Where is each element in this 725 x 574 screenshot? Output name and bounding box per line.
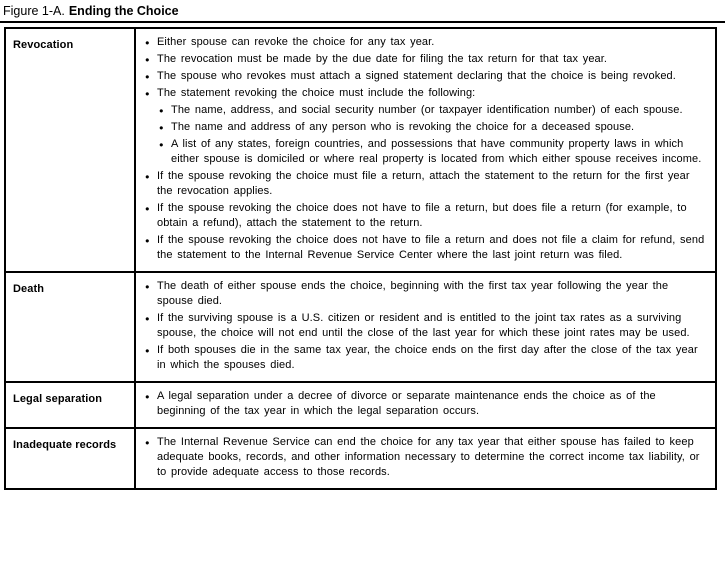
row-label: Legal separation xyxy=(6,383,136,427)
bullet-item-text: If both spouses die in the same tax year, the choice ends on the first day after the close of the tax year in which the spouses died. xyxy=(157,344,698,371)
bullet-icon: ● xyxy=(159,123,164,132)
bullet-list xyxy=(145,435,707,480)
bullet-item-text: If the spouse revoking the choice must file a return, attach the statement to the return for the first year the revocation applies. xyxy=(157,170,690,197)
sub-bullet-item-text: The name and address of any person who is revoking the choice for a deceased spouse. xyxy=(171,121,635,133)
bullet-item-text: If the spouse revoking the choice does not have to file a return, but does file a return (for example, to obtain a refund), attach the statement to the return. xyxy=(157,202,687,229)
bullet-icon: ● xyxy=(145,282,150,291)
bullet-item-entry xyxy=(145,69,707,84)
ending-the-choice-table xyxy=(4,27,717,490)
bullet-item xyxy=(145,52,707,67)
figure-name: Ending the Choice xyxy=(68,4,179,18)
table-row xyxy=(6,381,715,427)
sub-bullet-item-entry xyxy=(159,137,707,167)
bullet-item-entry xyxy=(145,343,707,373)
row-label: Revocation xyxy=(6,29,136,271)
bullet-icon: ● xyxy=(145,204,150,213)
bullet-icon: ● xyxy=(145,72,150,81)
bullet-item-entry xyxy=(145,52,707,67)
figure-label: Figure 1-A. xyxy=(3,4,65,18)
row-label: Inadequate records xyxy=(6,429,136,488)
bullet-item-entry xyxy=(145,389,707,419)
bullet-item xyxy=(145,86,707,167)
bullet-item xyxy=(145,343,707,373)
bullet-item-entry xyxy=(145,311,707,341)
bullet-item-text: A legal separation under a decree of divorce or separate maintenance ends the choice as of the beginning of the tax year in which the legal separation occurs. xyxy=(157,390,656,417)
bullet-item-text: The spouse who revokes must attach a signed statement declaring that the choice is being revoked. xyxy=(157,70,676,82)
sub-bullet-item-entry xyxy=(159,103,707,118)
bullet-item xyxy=(145,279,707,309)
bullet-icon: ● xyxy=(145,55,150,64)
bullet-list xyxy=(145,279,707,373)
row-content xyxy=(136,273,715,381)
bullet-item-text: The death of either spouse ends the choice, beginning with the first tax year following the year the spouse died. xyxy=(157,280,669,307)
bullet-item-entry xyxy=(145,35,707,50)
sub-bullet-item xyxy=(159,137,707,167)
bullet-icon: ● xyxy=(145,89,150,98)
table-row xyxy=(6,271,715,381)
title-rule xyxy=(0,21,725,23)
bullet-item-text: If the spouse revoking the choice does not have to file a return and does not file a claim for refund, send the statement to the Internal Revenue Service Center where the last joint return was filed. xyxy=(157,234,705,261)
bullet-icon: ● xyxy=(145,438,150,447)
sub-bullet-item-text: A list of any states, foreign countries, and possessions that have community property laws in which either spouse is domiciled or where real property is located from which either spouse receives income. xyxy=(171,138,702,165)
bullet-icon: ● xyxy=(145,172,150,181)
bullet-item xyxy=(145,435,707,480)
bullet-item xyxy=(145,389,707,419)
bullet-item-entry xyxy=(145,86,707,101)
bullet-item xyxy=(145,169,707,199)
bullet-icon: ● xyxy=(145,346,150,355)
bullet-item-text: Either spouse can revoke the choice for any tax year. xyxy=(157,36,435,48)
sub-bullet-item-text: The name, address, and social security number (or taxpayer identification number) of each spouse. xyxy=(171,104,683,116)
bullet-icon: ● xyxy=(159,106,164,115)
row-content xyxy=(136,429,715,488)
row-label: Death xyxy=(6,273,136,381)
bullet-item-entry xyxy=(145,169,707,199)
bullet-item-entry xyxy=(145,201,707,231)
row-content xyxy=(136,29,715,271)
figure-title xyxy=(0,0,725,18)
bullet-icon: ● xyxy=(145,38,150,47)
bullet-item xyxy=(145,311,707,341)
bullet-item xyxy=(145,69,707,84)
bullet-item-text: If the surviving spouse is a U.S. citizen or resident and is entitled to the joint tax rates as a surviving spouse, the choice will not end until the close of the last year for which these joint rates may be used. xyxy=(157,312,690,339)
table-row xyxy=(6,29,715,271)
bullet-item-entry xyxy=(145,279,707,309)
sub-bullet-list xyxy=(159,103,707,167)
row-content xyxy=(136,383,715,427)
sub-bullet-item-entry xyxy=(159,120,707,135)
bullet-item-entry xyxy=(145,435,707,480)
bullet-icon: ● xyxy=(145,314,150,323)
bullet-icon: ● xyxy=(159,140,164,149)
sub-bullet-item xyxy=(159,120,707,135)
bullet-item xyxy=(145,201,707,231)
bullet-icon: ● xyxy=(145,392,150,401)
bullet-item-entry xyxy=(145,233,707,263)
bullet-item-text: The statement revoking the choice must include the following: xyxy=(157,87,476,99)
sub-bullet-item xyxy=(159,103,707,118)
bullet-item xyxy=(145,35,707,50)
bullet-list xyxy=(145,35,707,263)
bullet-item-text: The Internal Revenue Service can end the choice for any tax year that either spouse has failed to keep adequate books, records, and other information necessary to determine the correct income tax liability, or to provide adequate access to those records. xyxy=(157,436,700,478)
bullet-icon: ● xyxy=(145,236,150,245)
bullet-item xyxy=(145,233,707,263)
bullet-list xyxy=(145,389,707,419)
bullet-item-text: The revocation must be made by the due date for filing the tax return for that tax year. xyxy=(157,53,608,65)
table-row xyxy=(6,427,715,488)
